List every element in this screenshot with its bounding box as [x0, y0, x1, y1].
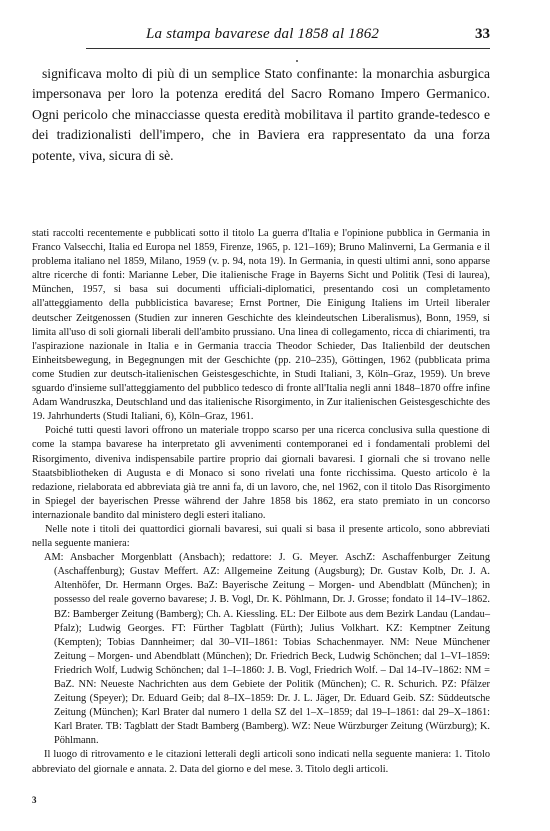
footnote-sources-paragraph: stati raccolti recentemente e pubblicati sotto il titolo La guerra d'Italia e l'opinione pubblica in Germania in Franco Valsecchi, Italia ed Europa nel 1859, Firenze, 1965, p. 121–169); Bruno Malinverni, La Germania e il problema italiano nel 1859, Milano, 1959 (v. p. 94, nota 19). In Germania, in questi ultimi anni, sono apparse altre ricerche di fonti: Marianne Leber, Die italienische Frage in Bayerns Sicht und Politik (Tesi di laurea), München, 1957, si basa sui documenti ufficiali-diplomatici, presentando così un completamento all'atteggiamento della pubblicistica bavarese; Ernst Portner, Die Einigung Italiens im Urteil liberaler deutscher Zeitgenossen (Studien zur inneren Geschichte des kleindeutschen Liberalismus), Bonn, 1959, si limita all'uso di soli giornali liberali dell'ambito prussiano. Una linea di collegamento, ricca di chiarimenti, tra l'aspirazione nazionale in Italia e in Germania traccia Theodor Schieder, Das Italienbild der deutschen Einheitsbewegung, in Begegnungen mit der Geschichte (pp. 210–235), Göttingen, 1962 (pubblicata prima come Studien zur deutsch-italienischen Geistesgeschichte, in Studi Italiani, 3, Köln–Graz, 1959). Un breve sguardo d'insieme sull'atteggiamento del pubblico tedesco di fronte all'Italia negli anni 1848–1870 offre infine Adam Wandruszka, Deutschland und das italienische Risorgimento, in Zur italienischen Geistesgeschichte des 19. Jahrhunderts (Studi Italiani, 6), Köln–Graz, 1961.	[32, 228, 490, 423]
ink-speck	[296, 60, 298, 62]
page-header	[86, 26, 490, 46]
footnotes-block	[32, 227, 490, 777]
main-text-block	[32, 64, 490, 166]
page-number: 33	[475, 26, 490, 42]
running-title: La stampa bavarese dal 1858 al 1862	[146, 26, 380, 42]
header-rule	[86, 48, 490, 49]
footnote-method-paragraph: Poiché tutti questi lavori offrono un materiale troppo scarso per una ricerca conclusiva sulla questione di come la stampa bavarese ha interpretato gli avvenimenti contemporanei ed i fondamentali problemi del Risorgimento, diveniva indispensabile partire proprio dai giornali bavaresi. I giornali che si trovano nelle Staatsbibliotheken di Augusta e di Monaco si sono rivelati una fonte ricchissima. Questo articolo è la redazione, rielaborata ed abbreviata già tre anni fa, di un lavoro, che, nel 1962, con il titolo Das Risorgimento in Spiegel der bayerischen Presse während der Jahre 1858 bis 1862, era stato premiato in un concorso internazionale bandito dal ministero degli esteri italiano.	[32, 425, 490, 521]
main-paragraph: significava molto di più di un semplice Stato confinante: la monarchia asburgica impersonava per loro la potenza ereditá del Sacro Romano Impero Germanico. Ogni pericolo che minacciasse questa eredità mobilitava il partito grande-tedesco e dei tradizionalisti dell'impero, che in Baviera era rappresentato da una forza potente, viva, sicura di sè.	[32, 66, 490, 163]
citation-format-paragraph: Il luogo di ritrovamento e le citazioni letterali degli articoli sono indicati nella seguente maniera: 1. Titolo abbreviato del giornale e annata. 2. Data del giorno e del mese. 3. Titolo degli articoli.	[32, 749, 490, 775]
signature-mark: 3	[32, 795, 37, 805]
footnote-abbrev-intro: Nelle note i titoli dei quattordici giornali bavaresi, sui quali si basa il presente articolo, sono abbreviati nella seguente maniera:	[32, 523, 490, 550]
newspaper-abbreviations-list: AM: Ansbacher Morgenblatt (Ansbach); redattore: J. G. Meyer. AschZ: Aschaffenburger Zeitung (Aschaffenburg); Gustav Meffert. AZ: Allgemeine Zeitung (Augsburg); Dr. Gustav Kolb, Dr. J. A. Altenhöfer, Dr. Hermann Orges. BaZ: Bayerische Zeitung – Morgen- und Abendblatt (München); in possesso del reale governo bavarese; J. B. Vogl, Dr. K. Pöhlmann, Dr. J. Grosse; fondato il 14–IV–1862. BZ: Bamberger Zeitung (Bamberg); Ch. A. Kiessling. EL: Der Eilbote aus dem Bezirk Landau (Landau–Pfalz); Ludwig Georges. FT: Fürther Tagblatt (Fürth); Julius Volkhart. KZ: Kemptner Zeitung (Kempten); Tobias Dannheimer; dal 30–VII–1861: Tobias Schachenmayer. NM: Neue Münchener Zeitung – Morgen- und Abendblatt (München); Dr. Friedrich Beck, Ludwig Schönchen; dal 1–VI–1859: Friedrich Wolf, Ludwig Schönchen; dal 1–I–1860: J. B. Vogl, Friedrich Wolf. – Dal 14–IV–1862: NM = BaZ. NN: Neueste Nachrichten aus dem Gebiete der Politik (München); C. R. Schurich. PZ: Pfälzer Zeitung (Speyer); Dr. Eduard Geib; dal 8–IX–1859: Dr. J. L. Jäger, Dr. Eduard Geib. SZ: Süddeutsche Zeitung (München); Karl Brater dal numero 1 della SZ del 1–X–1859; dal 19–I–1861: dal 29–X–1861: Karl Brater. TB: Tagblatt der Stadt Bamberg (Bamberg). WZ: Neue Würzburger Zeitung (Würzburg); K. Pöhlmann.	[44, 552, 490, 747]
